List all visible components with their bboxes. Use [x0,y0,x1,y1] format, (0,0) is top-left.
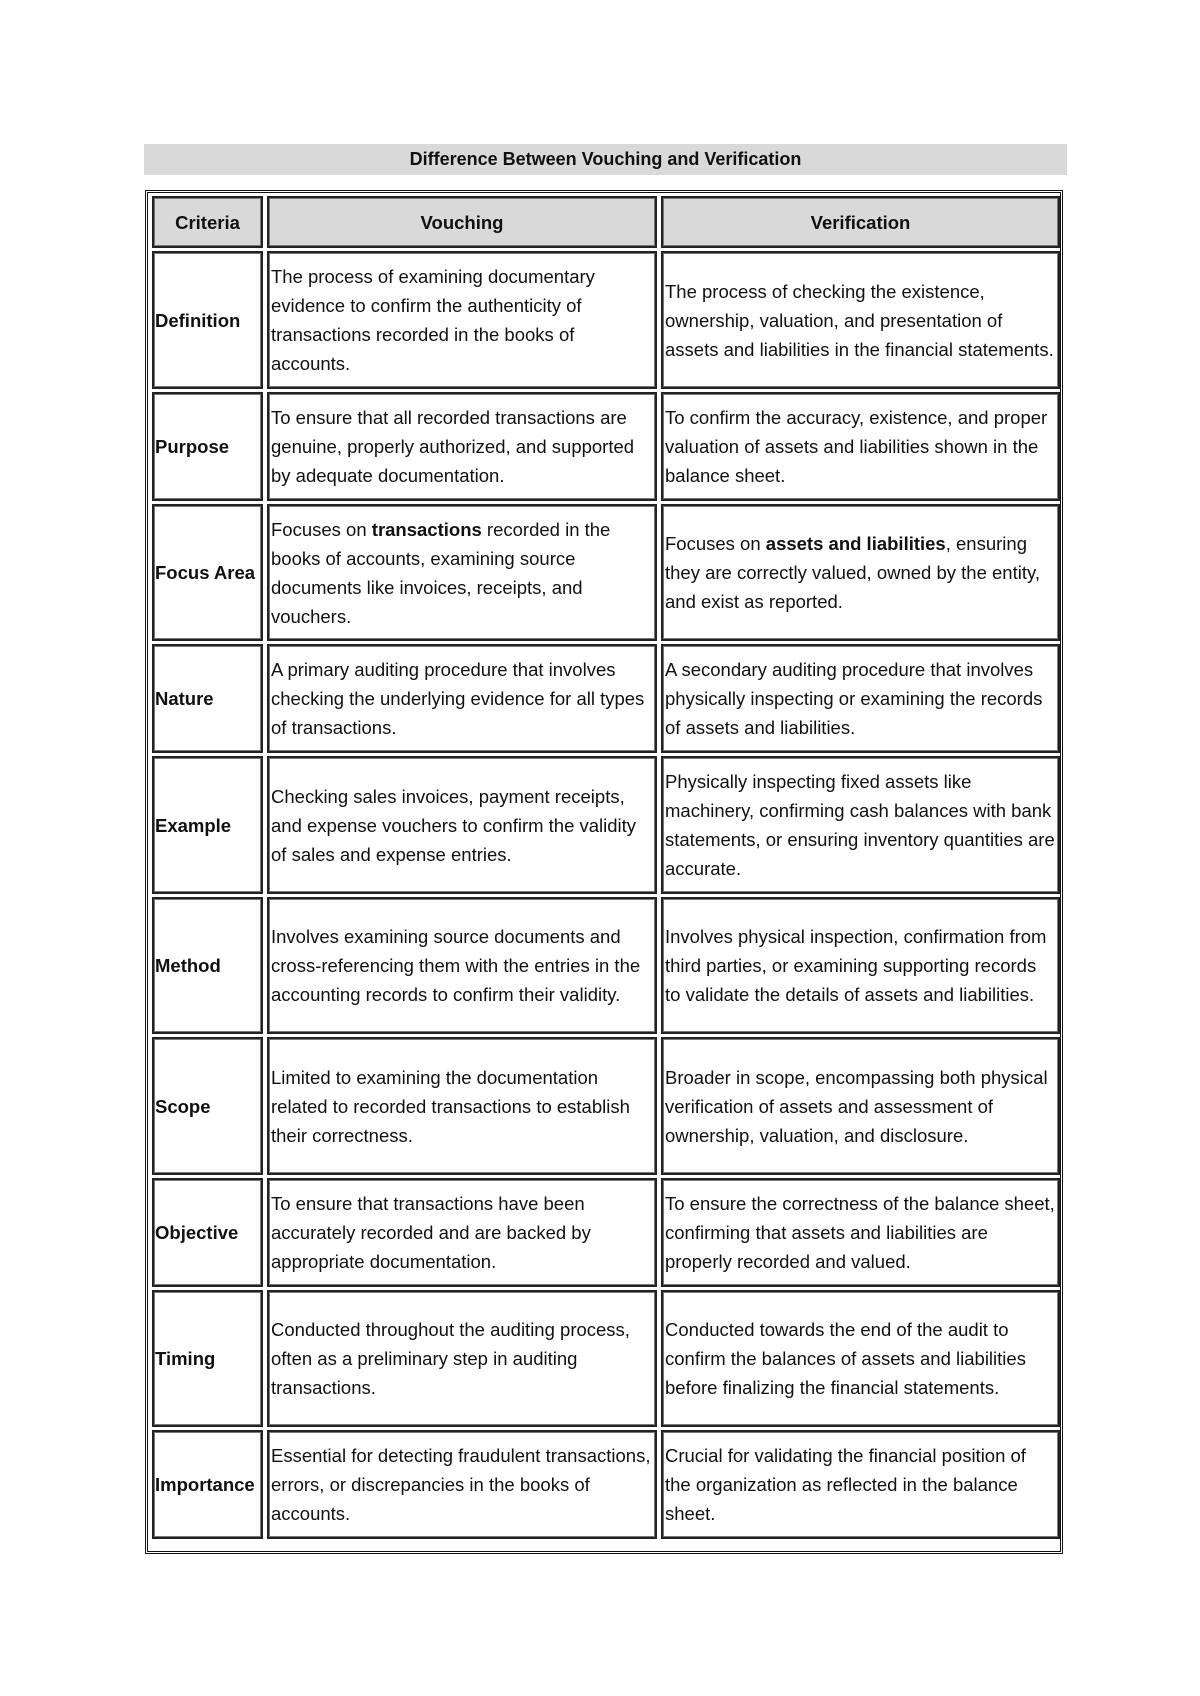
table-row [152,251,1060,389]
text-segment: Focuses on [665,533,766,554]
text-segment: recorded in the books of accounts, examining source documents like invoices, receipts, and vouchers. [271,518,611,627]
row-verification: Crucial for validating the financial position of the organization as reflected in the balance sheet. [661,1430,1060,1539]
table-row [152,504,1060,641]
row-verification: To confirm the accuracy, existence, and proper valuation of assets and liabilities shown in the balance sheet. [661,392,1060,501]
row-criteria: Nature [152,644,263,753]
row-criteria: Focus Area [152,504,263,641]
row-vouching: The process of examining documentary evidence to confirm the authenticity of transactions recorded in the books of accounts. [267,251,657,389]
header-row [152,196,1060,248]
table-row [152,1430,1060,1539]
row-criteria: Timing [152,1290,263,1427]
row-verification: The process of checking the existence, ownership, valuation, and presentation of assets and liabilities in the financial statements. [661,251,1060,389]
row-vouching: Checking sales invoices, payment receipts, and expense vouchers to confirm the validity of sales and expense entries. [267,756,657,894]
table-row [152,1178,1060,1287]
bold-term: assets and liabilities [765,533,946,554]
text-segment: Focuses on [271,518,372,540]
row-vouching [267,504,657,641]
table-title: Difference Between Vouching and Verification [144,144,1067,175]
row-criteria: Example [152,756,263,894]
row-verification: Conducted towards the end of the audit to confirm the balances of assets and liabilities before finalizing the financial statements. [661,1290,1060,1427]
row-criteria: Definition [152,251,263,389]
table-row [152,756,1060,894]
row-verification [661,504,1060,641]
row-criteria: Purpose [152,392,263,501]
row-verification: To ensure the correctness of the balance sheet, confirming that assets and liabilities are properly recorded and valued. [661,1178,1060,1287]
header-vouching: Vouching [267,196,657,248]
row-vouching: Conducted throughout the auditing process, often as a preliminary step in auditing transactions. [267,1290,657,1427]
table-row [152,392,1060,501]
row-vouching: Essential for detecting fraudulent transactions, errors, or discrepancies in the books of accounts. [267,1430,657,1539]
row-criteria: Importance [152,1430,263,1539]
row-criteria: Method [152,897,263,1034]
text-segment: , ensuring they are correctly valued, owned by the entity, and exist as reported. [665,533,1040,612]
header-criteria: Criteria [152,196,263,248]
row-verification: Involves physical inspection, confirmation from third parties, or examining supporting records to validate the details of assets and liabilities. [661,897,1060,1034]
row-criteria: Scope [152,1037,263,1175]
row-vouching: Limited to examining the documentation related to recorded transactions to establish their correctness. [267,1037,657,1175]
table-row [152,1037,1060,1175]
row-vouching: A primary auditing procedure that involves checking the underlying evidence for all types of transactions. [267,644,657,753]
comparison-table [148,193,1064,1542]
table-row [152,1290,1060,1427]
row-verification: Broader in scope, encompassing both physical verification of assets and assessment of ownership, valuation, and disclosure. [661,1037,1060,1175]
header-verification: Verification [661,196,1060,248]
table-row [152,644,1060,753]
row-vouching: Involves examining source documents and cross-referencing them with the entries in the accounting records to confirm their validity. [267,897,657,1034]
row-verification: Physically inspecting fixed assets like machinery, confirming cash balances with bank statements, or ensuring inventory quantities are accurate. [661,756,1060,894]
row-verification: A secondary auditing procedure that involves physically inspecting or examining the records of assets and liabilities. [661,644,1060,753]
bold-term: transactions [371,518,482,540]
table-row [152,897,1060,1034]
row-criteria: Objective [152,1178,263,1287]
row-vouching: To ensure that transactions have been accurately recorded and are backed by appropriate documentation. [267,1178,657,1287]
row-vouching: To ensure that all recorded transactions are genuine, properly authorized, and supported by adequate documentation. [267,392,657,501]
